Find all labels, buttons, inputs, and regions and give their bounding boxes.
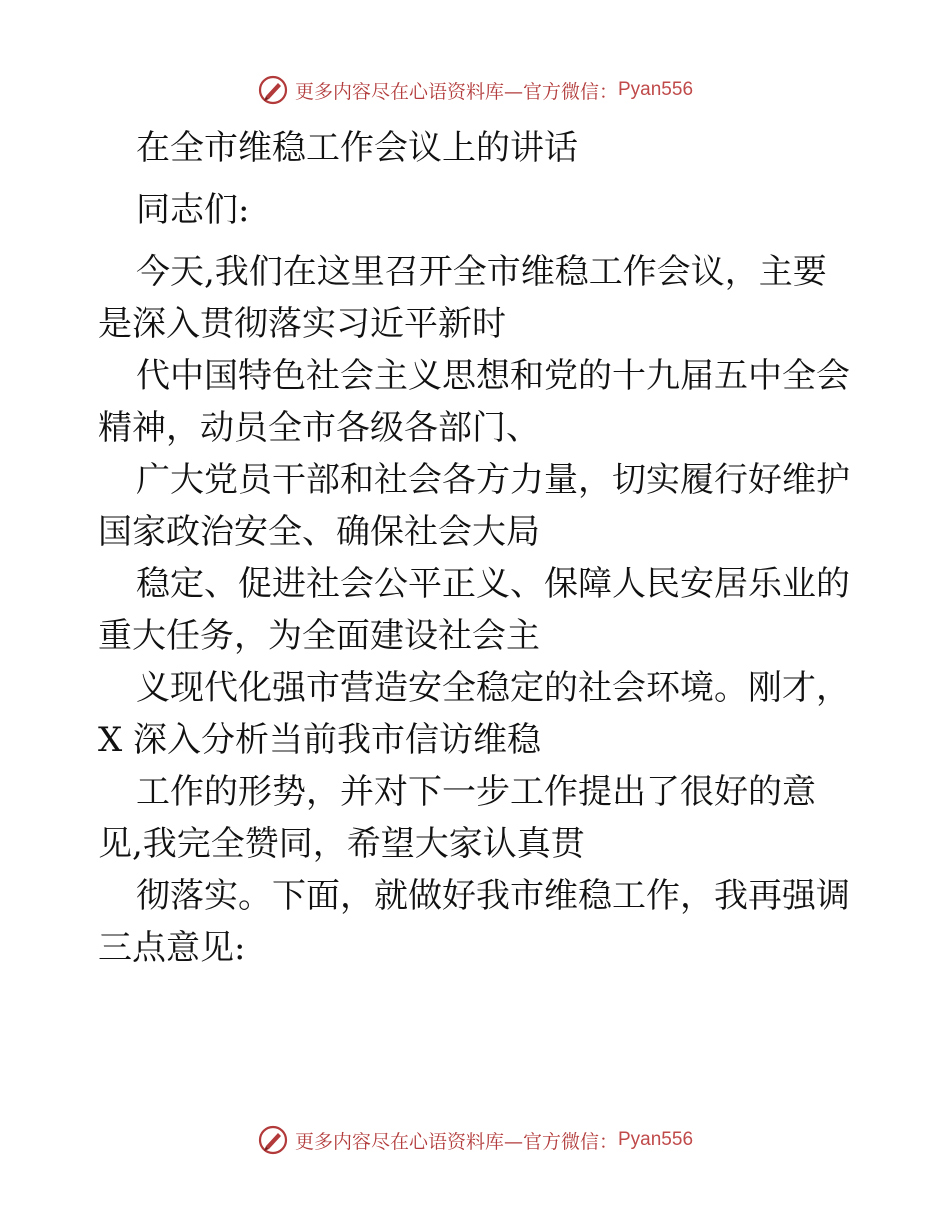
banner-account: Pyan556 [618, 79, 694, 100]
document-line: 三点意见: [98, 928, 246, 968]
document-line: 在全市维稳工作会议上的讲话 [136, 128, 578, 168]
document-line: 今天,我们在这里召开全市维稳工作会议，主要 [136, 252, 827, 292]
document-line: 代中国特色社会主义思想和党的十九届五中全会 [136, 356, 850, 396]
document-line: 稳定、促进社会公平正义、保障人民安居乐业的 [136, 564, 850, 604]
document-line: X 深入分析当前我市信访维稳 [98, 720, 542, 760]
document-line: 义现代化强市营造安全稳定的社会环境。刚才， [136, 668, 850, 708]
banner-text: 更多内容尽在心语资料库—官方微信： [294, 1130, 618, 1153]
document-line: 是深入贯彻落实习近平新时 [98, 304, 506, 344]
document-line: 见,我完全赞同，希望大家认真贯 [98, 824, 585, 864]
document-line: 国家政治安全、确保社会大局 [98, 512, 540, 552]
document-body [98, 122, 858, 974]
document-line: 彻落实。下面，就做好我市维稳工作，我再强调 [136, 876, 850, 916]
pen-logo-icon [257, 74, 289, 106]
banner-account: Pyan556 [618, 1129, 694, 1150]
document-line: 重大任务，为全面建设社会主 [98, 616, 540, 656]
document-line: 工作的形势，并对下一步工作提出了很好的意 [136, 772, 816, 812]
footer-watermark-banner [0, 1120, 950, 1160]
document-line: 广大党员干部和社会各方力量，切实履行好维护 [136, 460, 850, 500]
document-line: 精神，动员全市各级各部门、 [98, 408, 540, 448]
header-watermark-banner [0, 70, 950, 110]
pen-logo-icon [257, 1124, 289, 1156]
banner-text: 更多内容尽在心语资料库—官方微信： [294, 80, 618, 103]
document-line: 同志们: [136, 190, 250, 230]
